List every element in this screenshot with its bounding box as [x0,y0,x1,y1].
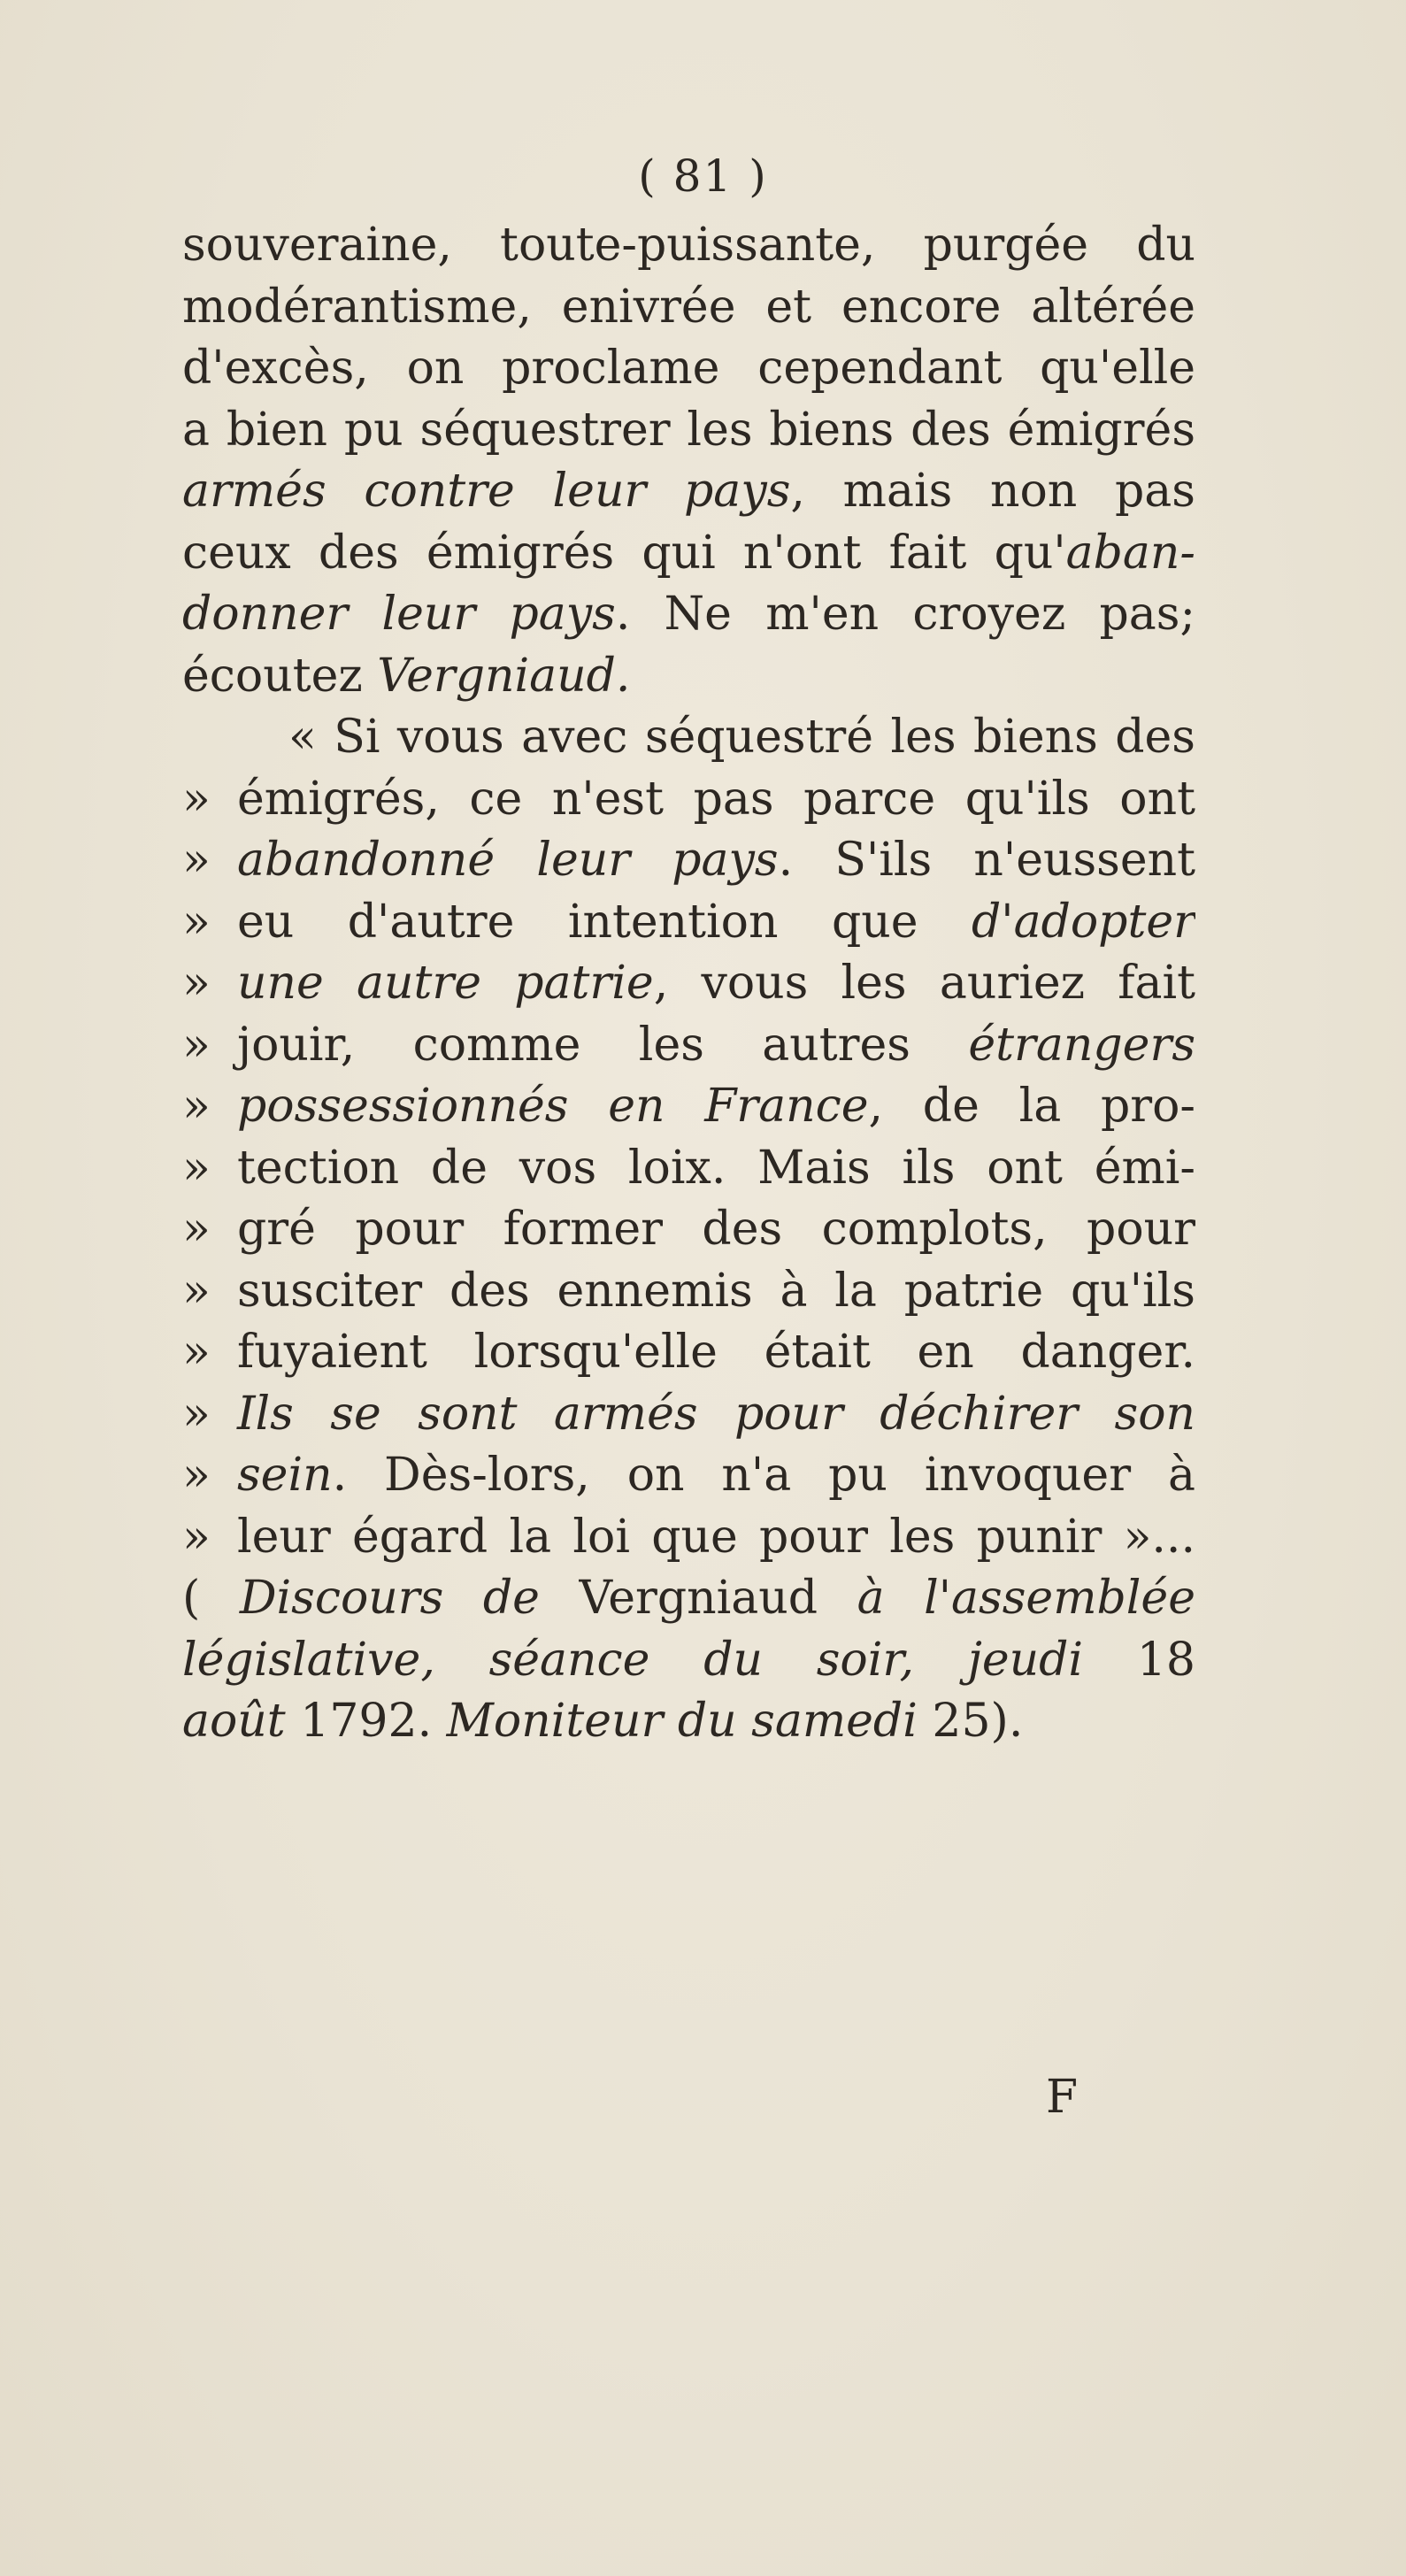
text-segment: d'excès, on proclame cependant qu'elle [182,342,1195,395]
text-line [182,1630,1195,1692]
text-segment: eu d'autre intention que [237,895,972,949]
signature-mark: F [1045,2071,1079,2124]
text-line [182,584,1195,646]
italic-text: Vergniaud. [377,649,631,703]
text-segment: . Dès-lors, on n'a pu invoquer à [332,1449,1195,1502]
quote-mark: » [182,772,211,826]
italic-text: Discours de [239,1572,580,1625]
text-segment: , de la pro- [868,1080,1195,1133]
text-line [182,1507,1195,1569]
text-segment: , mais non pas [790,465,1195,518]
italic-text: étrangers [968,1018,1195,1072]
text-segment: émigrés, ce n'est pas parce qu'ils ont [237,772,1195,826]
italic-text: abandonné leur pays [237,834,779,887]
text-line [182,1199,1195,1261]
text-segment: souveraine, toute-puissante, purgée du [182,219,1195,272]
text-segment: 1792. [285,1695,447,1748]
quote-mark: » [182,1326,211,1379]
text-line [182,1138,1195,1200]
text-segment: Vergniaud [579,1572,857,1625]
text-segment: écoutez [182,649,378,703]
text-line [182,1322,1195,1384]
italic-text: Moniteur du samedi [446,1695,918,1748]
italic-text: donner leur pays [182,588,616,641]
text-segment: jouir, comme les autres [237,1018,969,1072]
text-line [182,523,1195,585]
text-line [182,1445,1195,1507]
quote-mark: » [182,1018,211,1072]
text-line [182,1015,1195,1077]
text-line [182,646,1195,708]
quote-mark: » [182,1203,211,1256]
text-line [182,707,1195,769]
quote-mark: » [182,834,211,887]
text-line [182,769,1195,831]
quote-mark: » [182,1141,211,1195]
italic-text: à l'assemblée [857,1572,1195,1625]
text-segment: 25). [917,1695,1024,1748]
text-line [182,830,1195,892]
text-segment: modérantisme, enivrée et encore altérée [182,280,1195,334]
text-segment: leur égard la loi que pour les punir »... [237,1510,1195,1564]
text-line [182,461,1195,523]
text-line [182,953,1195,1015]
page-number: ( 81 ) [638,150,768,202]
quote-mark: » [182,1387,211,1441]
text-segment: tection de vos loix. Mais ils ont émi- [237,1141,1195,1195]
quote-mark: » [182,1080,211,1133]
italic-text: d'adopter [972,895,1195,949]
text-line [182,1076,1195,1138]
text-segment: gré pour former des complots, pour [237,1203,1195,1256]
quote-mark: » [182,1510,211,1564]
text-line [182,277,1195,339]
italic-text: armés contre leur pays [182,465,791,518]
text-segment: 18 [1083,1633,1195,1687]
text-line [182,1384,1195,1446]
italic-text: possessionnés en France [237,1080,869,1133]
text-segment: ( [182,1572,240,1625]
text-segment: ceux des émigrés qui n'ont fait qu' [182,526,1066,580]
quote-mark: » [182,1449,211,1502]
text-line [182,1691,1195,1753]
italic-text: aban- [1065,526,1195,580]
text-line [182,338,1195,400]
text-line [182,892,1195,954]
text-segment: . S'ils n'eussent [778,834,1195,887]
italic-text: sein [237,1449,333,1502]
italic-text: législative, séance du soir, jeudi [182,1633,1084,1687]
text-line [182,1261,1195,1323]
text-segment: susciter des ennemis à la patrie qu'ils [237,1264,1195,1318]
text-line [182,215,1195,277]
quote-mark: » [182,895,211,949]
text-segment: , vous les auriez fait [653,957,1195,1010]
quote-mark: » [182,1264,211,1318]
text-segment: a bien pu séquestrer les biens des émigrés [182,403,1195,457]
text-line [182,400,1195,462]
text-line [182,1568,1195,1630]
text-segment: . Ne m'en croyez pas; [615,588,1195,641]
body-text [182,215,1195,1753]
text-segment: « Si vous avec séquestré les biens des [288,711,1195,764]
italic-text: Ils se sont armés pour déchirer son [237,1387,1195,1441]
quote-mark: » [182,957,211,1010]
italic-text: août [182,1695,286,1748]
italic-text: une autre patrie [237,957,654,1010]
text-segment: fuyaient lorsqu'elle était en danger. [237,1326,1195,1379]
